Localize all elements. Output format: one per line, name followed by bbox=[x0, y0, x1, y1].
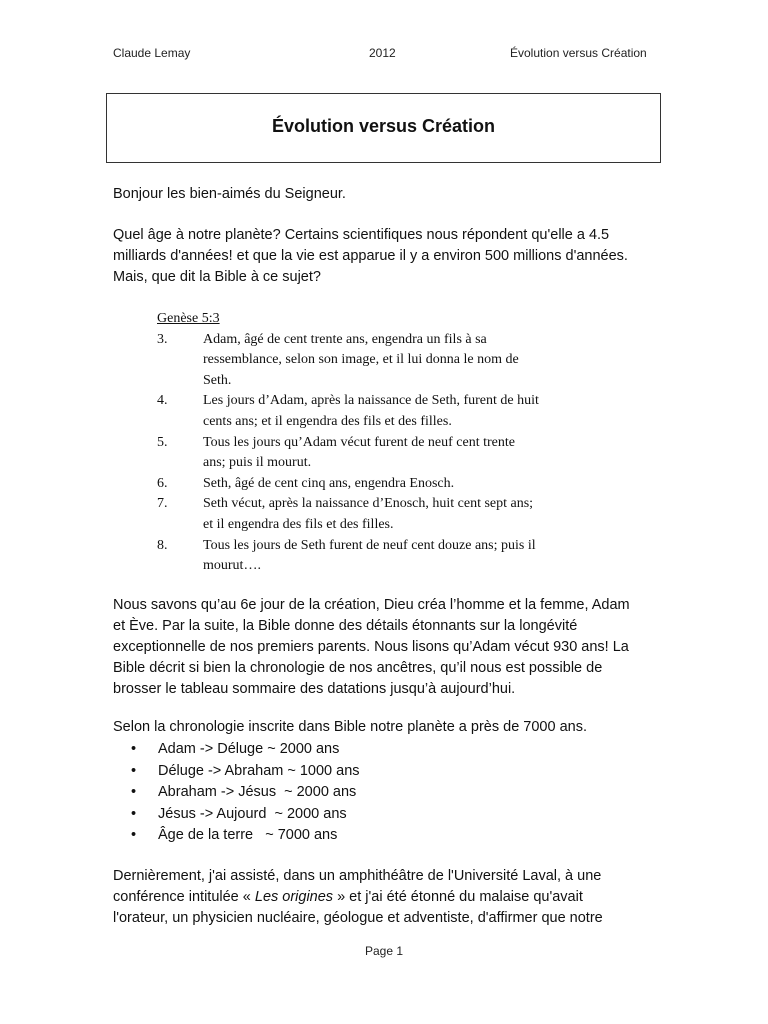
text-line bbox=[113, 887, 663, 908]
text-segment: conférence intitulée « bbox=[113, 889, 255, 905]
verse-line: cents ans; et il engendra des fils et des filles. bbox=[203, 413, 452, 429]
question-paragraph bbox=[113, 225, 663, 288]
verse-number: 4. bbox=[157, 393, 168, 409]
text-line: brosser le tableau sommaire des datations jusqu’à aujourd’hui. bbox=[113, 681, 516, 697]
text-line: Nous savons qu’au 6e jour de la création, Dieu créa l’homme et la femme, Adam bbox=[113, 597, 630, 613]
verse-line: Seth vécut, après la naissance d’Enosch, huit cent sept ans; bbox=[203, 496, 534, 512]
list-item-text: Adam -> Déluge ~ 2000 ans bbox=[158, 741, 340, 757]
title-box bbox=[106, 93, 661, 163]
verse-line: Tous les jours qu’Adam vécut furent de neuf cent trente bbox=[203, 434, 515, 450]
bullet-icon: • bbox=[131, 741, 137, 757]
bible-reference: Genèse 5:3 bbox=[157, 311, 220, 326]
verse-line: ans; puis il mourut. bbox=[203, 455, 312, 471]
verse bbox=[157, 391, 623, 432]
text-line: exceptionnelle de nos premiers parents. Nous lisons qu’Adam vécut 930 ans! La bbox=[113, 639, 629, 655]
italic-title: Les origines bbox=[254, 889, 334, 905]
verse-number: 8. bbox=[157, 537, 168, 553]
verse-line: ressemblance, selon son image, et il lui donna le nom de bbox=[203, 352, 519, 368]
header-year: 2012 bbox=[369, 46, 396, 60]
text-line: et Ève. Par la suite, la Bible donne des détails étonnants sur la longévité bbox=[113, 618, 578, 634]
header-author: Claude Lemay bbox=[113, 46, 191, 60]
list-item-text: Abraham -> Jésus ~ 2000 ans bbox=[158, 784, 357, 800]
text-line: Quel âge à notre planète? Certains scientifiques nous répondent qu'elle a 4.5 bbox=[113, 227, 610, 243]
verse-number: 6. bbox=[157, 475, 168, 491]
verse-number: 3. bbox=[157, 331, 168, 347]
chronology-intro: Selon la chronologie inscrite dans Bible notre planète a près de 7000 ans. bbox=[113, 719, 587, 735]
text-segment: » et j'ai été étonné du malaise qu'avait bbox=[333, 889, 583, 905]
page-number: Page 1 bbox=[364, 944, 404, 958]
verse-line: Seth, âgé de cent cinq ans, engendra Enosch. bbox=[203, 475, 455, 491]
verse-line: et il engendra des fils et des filles. bbox=[203, 516, 394, 532]
verse bbox=[157, 433, 623, 474]
creation-paragraph bbox=[113, 595, 663, 700]
text-line: l'orateur, un physicien nucléaire, géologue et adventiste, d'affirmer que notre bbox=[113, 910, 603, 926]
list-item bbox=[131, 739, 360, 761]
verse-line: mourut…. bbox=[203, 558, 261, 574]
text-line: Dernièrement, j'ai assisté, dans un amphithéâtre de l'Université Laval, à une bbox=[113, 868, 602, 884]
list-item bbox=[131, 782, 360, 804]
bullet-icon: • bbox=[131, 827, 137, 843]
verse bbox=[157, 536, 623, 577]
bullet-icon: • bbox=[131, 784, 137, 800]
greeting-paragraph: Bonjour les bien-aimés du Seigneur. bbox=[113, 186, 346, 202]
list-item-text: Âge de la terre ~ 7000 ans bbox=[158, 827, 338, 843]
list-item bbox=[131, 804, 360, 826]
bullet-icon: • bbox=[131, 805, 137, 822]
text-line: Bible décrit si bien la chronologie de nos ancêtres, qu’il nous est possible de bbox=[113, 660, 603, 676]
document-title: Évolution versus Création bbox=[271, 116, 496, 136]
conference-paragraph bbox=[113, 866, 663, 929]
verse bbox=[157, 474, 623, 495]
header-doc-title: Évolution versus Création bbox=[510, 46, 647, 60]
verse-line: Adam, âgé de cent trente ans, engendra un fils à sa bbox=[203, 331, 487, 347]
list-item-text: Jésus -> Aujourd ~ 2000 ans bbox=[158, 805, 347, 822]
text-line: Mais, que dit la Bible à ce sujet? bbox=[113, 269, 321, 285]
text-line: milliards d'années! et que la vie est apparue il y a environ 500 millions d'années. bbox=[113, 248, 628, 264]
verse-line: Seth. bbox=[203, 372, 232, 388]
verse-line: Les jours d’Adam, après la naissance de Seth, furent de huit bbox=[203, 393, 539, 409]
list-item bbox=[131, 761, 360, 783]
chronology-list bbox=[131, 739, 360, 847]
bible-quote bbox=[157, 309, 623, 577]
bullet-icon: • bbox=[131, 762, 137, 779]
list-item-text: Déluge -> Abraham ~ 1000 ans bbox=[158, 762, 360, 779]
verse bbox=[157, 330, 623, 392]
verse bbox=[157, 494, 623, 535]
verse-number: 7. bbox=[157, 496, 168, 512]
verse-line: Tous les jours de Seth furent de neuf cent douze ans; puis il bbox=[203, 537, 536, 553]
list-item bbox=[131, 825, 360, 847]
verse-number: 5. bbox=[157, 434, 168, 450]
